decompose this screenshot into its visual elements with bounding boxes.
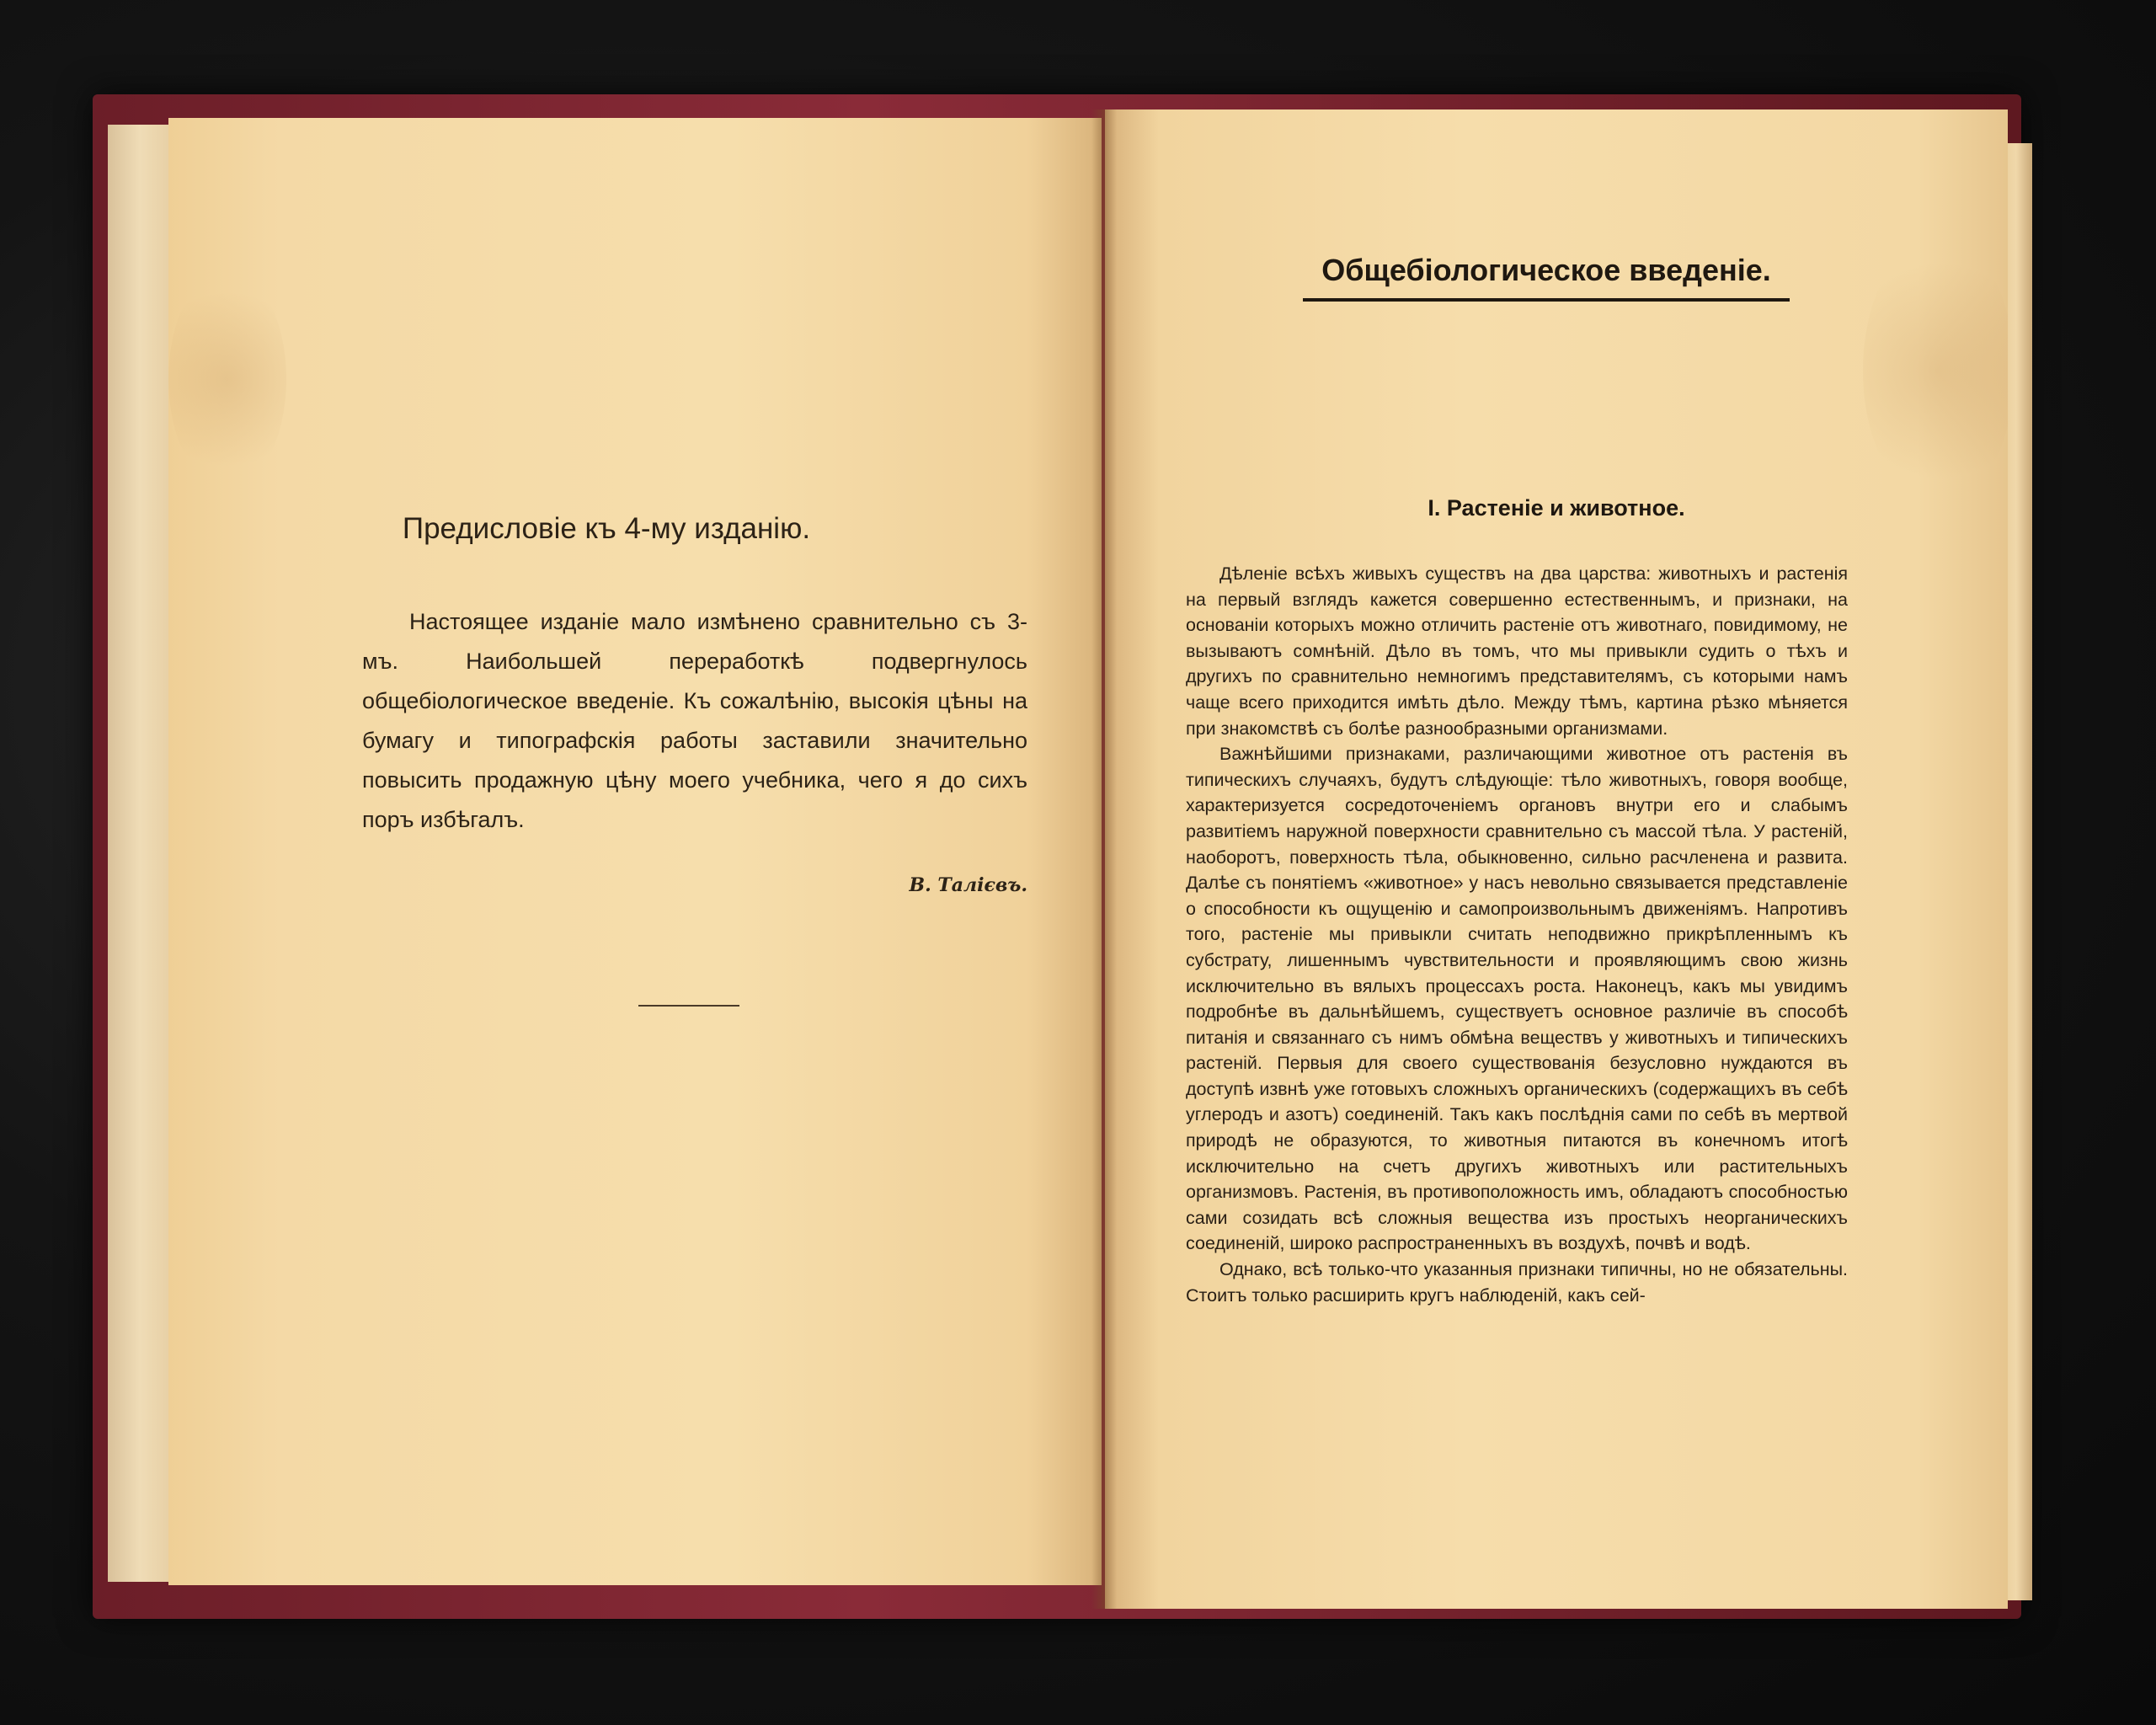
book-gutter — [1091, 109, 1117, 1609]
chapter-title: Общебіологическое введеніе. — [1303, 253, 1789, 302]
paper-stain — [168, 270, 286, 489]
preface-divider — [638, 1005, 739, 1007]
preface-body: Настоящее изданіе мало измѣнено сравнительно съ 3-мъ. Наибольшей переработкѣ подвергнулось общебіологическое введеніе. Къ сожалѣнію, высокія цѣны на бумагу и типографскія работы заставили значительно повысить продажную цѣну моего учебника, чего я до сихъ поръ избѣгалъ. — [362, 609, 1027, 832]
chapter-title-block — [1105, 253, 2008, 302]
paragraph: Однако, всѣ только-что указанныя признаки типичны, но не обязательны. Стоитъ только расширить кругъ наблюденій, какъ сей- — [1186, 1259, 1848, 1306]
right-page — [1105, 109, 2008, 1609]
section-title: I. Растеніе и животное. — [1428, 495, 1685, 521]
preface-signature: В. Талієвъ. — [909, 874, 1027, 896]
paragraph: Важнѣйшими признаками, различающими животное отъ растенія въ типическихъ случаяхъ, будутъ слѣдующіе: тѣло животныхъ, говоря вообще, характеризуется сосредоточеніемъ органовъ внутри его и слабымъ развитіемъ наружной поверхности сравнительно съ массой тѣла. У растеній, наоборотъ, поверхность тѣла, обыкновенно, сильно расчленена и развита. Далѣе съ понятіемъ «животное» у насъ невольно связывается представленіе о способности къ ощущенію и самопроизвольнымъ движеніямъ. Напротивъ того, растеніе мы привыкли считать неподвижно прикрѣпленнымъ къ субстрату, лишеннымъ чувствительности и проявляющимъ свою жизнь исключительно въ вялыхъ процессахъ роста. Наконецъ, какъ мы увидимъ подробнѣе въ дальнѣйшемъ, существуетъ основное различіе въ способѣ питанія и связаннаго съ нимъ обмѣна веществъ у животныхъ и типическихъ растеній. Первыя для своего существованія безусловно нуждаются въ доступѣ извнѣ уже готовыхъ сложныхъ органическихъ (содержащихъ въ себѣ углеродъ и азотъ) соединеній. Такъ какъ послѣднія сами по себѣ въ мертвой природѣ не образуются, то животныя питаются въ конечномъ итогѣ исключительно на счетъ другихъ животныхъ или растительныхъ организмовъ. Растенія, въ противоположность имъ, обладаютъ способностью сами созидать всѣ сложныя вещества изъ простыхъ неорганическихъ соединеній, широко распространенныхъ въ воздухѣ, почвѣ и водѣ. — [1186, 744, 1848, 1254]
left-page-stack-edge — [108, 125, 172, 1582]
paragraph: Дѣленіе всѣхъ живыхъ существъ на два царства: животныхъ и растенія на первый взглядъ кажется совершенно естественнымъ, и признаки, на основаніи которыхъ можно отличить растеніе отъ животнаго, повидимому, не вызываютъ сомнѣній. Дѣло въ томъ, что мы привыкли судить о тѣхъ и другихъ по сравнительно немногимъ представителямъ, съ которыми намъ чаще всего приходится имѣть дѣло. Между тѣмъ, картина рѣзко мѣняется при знакомствѣ съ болѣе разнообразными организмами. — [1186, 563, 1848, 739]
preface-title: Предисловіе къ 4-му изданію. — [402, 512, 811, 545]
left-page — [168, 118, 1102, 1585]
chapter-text — [1186, 561, 1848, 1308]
